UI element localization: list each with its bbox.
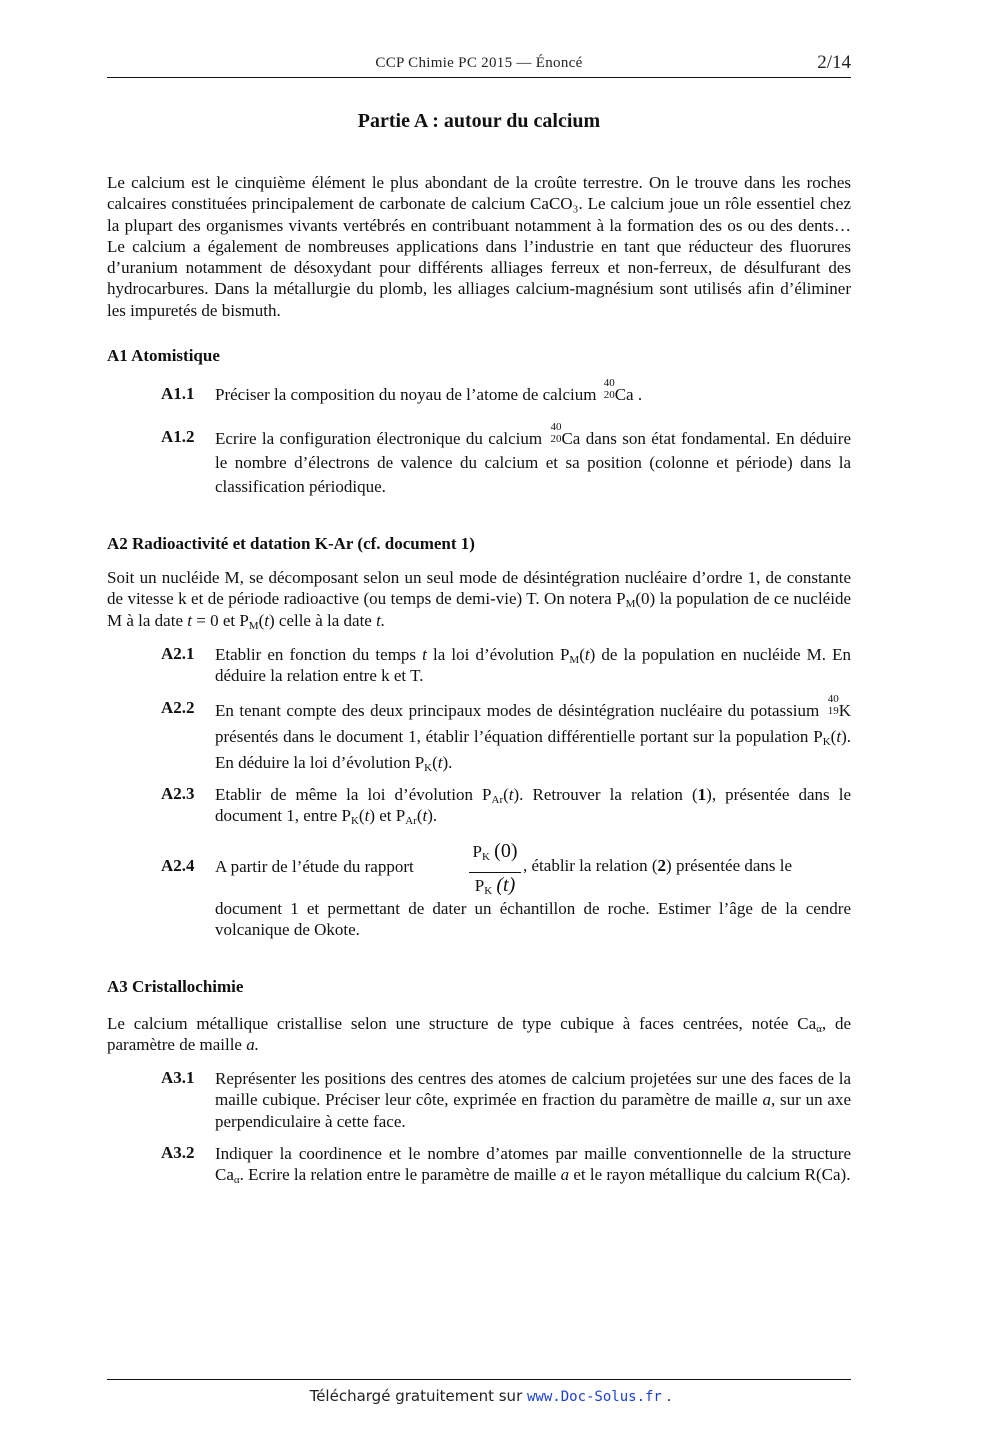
page-header <box>107 54 851 76</box>
question-number: A2.4 <box>161 856 195 875</box>
question-text: Ecrire la configuration électronique du calcium 40 20 Ca dans son état fondamental. En déduire le nombre d’électrons de valence du calcium et sa position (colonne et période) dans la classification périodique. <box>215 421 851 496</box>
question-text: En tenant compte des deux principaux modes de désintégration nucléaire du potassium 40 19 K présentés dans le document 1, établir l’équation différentielle portant sur la population $P_K(t)$. En déduire la loi d’évolution $P_K(t)$. <box>215 693 851 774</box>
footer-rule <box>107 1379 851 1380</box>
section-a1-title: A1 Atomistique <box>107 346 220 365</box>
section-a2-title: A2 Radioactivité et datation K-Ar (cf. document 1) <box>107 534 475 553</box>
fraction-denominator: $P_K$ (t) <box>474 874 516 897</box>
question-text: A partir de l’étude du rapport <box>215 857 414 876</box>
fraction-numerator: $P_K$ (0) <box>472 840 518 863</box>
fraction-bar <box>469 872 521 873</box>
question-number: A3.1 <box>161 1068 195 1087</box>
question-text: Indiquer la coordinence et le nombre d’atomes par maille conventionnelle de la structure $Ca_\alpha$. Ecrire la relation entre le paramètre de maille a et le rayon métallique du calcium R(Ca). <box>215 1144 851 1187</box>
part-title: Partie A : autour du calcium <box>357 110 601 132</box>
question-number: A2.2 <box>161 698 195 717</box>
question-number: A1.2 <box>161 427 195 446</box>
section-a3-title: A3 Cristallochimie <box>107 977 244 996</box>
question-number: A3.2 <box>161 1143 195 1162</box>
question-text: Préciser la composition du noyau de l’atome de calcium 40 20 Ca . <box>215 377 643 404</box>
nuclide-notation: 40 19 <box>827 693 839 717</box>
section-a2-intro: Soit un nucléide M, se décomposant selon un seul mode de désintégration nucléaire d’ordre 1, de constante de vitesse k et de période radioactive (ou temps de demi-vie) T. On notera $P_M(0)$ la population de ce nucléide M à la date t = 0 et $P_M(t)$ celle à la date t. <box>107 568 851 632</box>
question-number: A2.1 <box>161 644 195 663</box>
question-text-continued: , établir la relation (2) présentée dans le <box>523 856 793 875</box>
header-title: CCP Chimie PC 2015 — Énoncé <box>375 55 583 71</box>
footer-link[interactable]: www.Doc-Solus.fr <box>527 1389 662 1405</box>
page-footer <box>0 1387 981 1405</box>
page-number: 2/14 <box>817 52 851 73</box>
intro-paragraph: Le calcium est le cinquième élément le plus abondant de la croûte terrestre. On le trouve dans les roches calcaires constituées principalement de carbonate de calcium CaCO₃. Le calcium joue un rôle essentiel chez la plupart des organismes vivants vertébrés en contribuant notamment à la formation des os ou des dents… Le calcium a également de nombreuses applications dans l’industrie en tant que réducteur des fluorures d’uranium notamment de désoxydant pour différents alliages ferreux et non-ferreux, de désulfurant des hydrocarbures. Dans la métallurgie du plomb, les alliages calcium-magnésium sont utilisés afin d’éliminer les impuretés de bismuth. <box>107 173 851 320</box>
question-text: Etablir en fonction du temps t la loi d’évolution $P_M(t)$ de la population en nucléide M. En déduire la relation entre k et T. <box>215 645 851 686</box>
question-number: A1.1 <box>161 384 195 403</box>
nuclide-notation: 40 20 <box>550 421 562 445</box>
question-text: Représenter les positions des centres des atomes de calcium projetées sur une des faces de la maille cubique. Préciser leur côte, exprimée en fraction du paramètre de maille a, sur un axe perpendiculaire à cette face. <box>215 1069 851 1131</box>
section-a3-intro: Le calcium métallique cristallise selon une structure de type cubique à faces centrées, notée $Ca_\alpha$, de paramètre de maille a. <box>107 1014 851 1055</box>
question-text: Etablir de même la loi d’évolution $P_{Ar}(t)$. Retrouver la relation (1), présentée dans le document 1, entre $P_K(t)$ et $P_{Ar}(t)$. <box>215 785 851 828</box>
header-rule <box>107 77 851 78</box>
question-number: A2.3 <box>161 784 195 803</box>
footer-end: . <box>661 1387 672 1405</box>
footer-text: Téléchargé gratuitement sur <box>309 1387 527 1405</box>
question-text-second: document 1 et permettant de dater un échantillon de roche. Estimer l’âge de la cendre volcanique de Okote. <box>215 899 851 940</box>
nuclide-notation: 40 20 <box>603 377 615 401</box>
